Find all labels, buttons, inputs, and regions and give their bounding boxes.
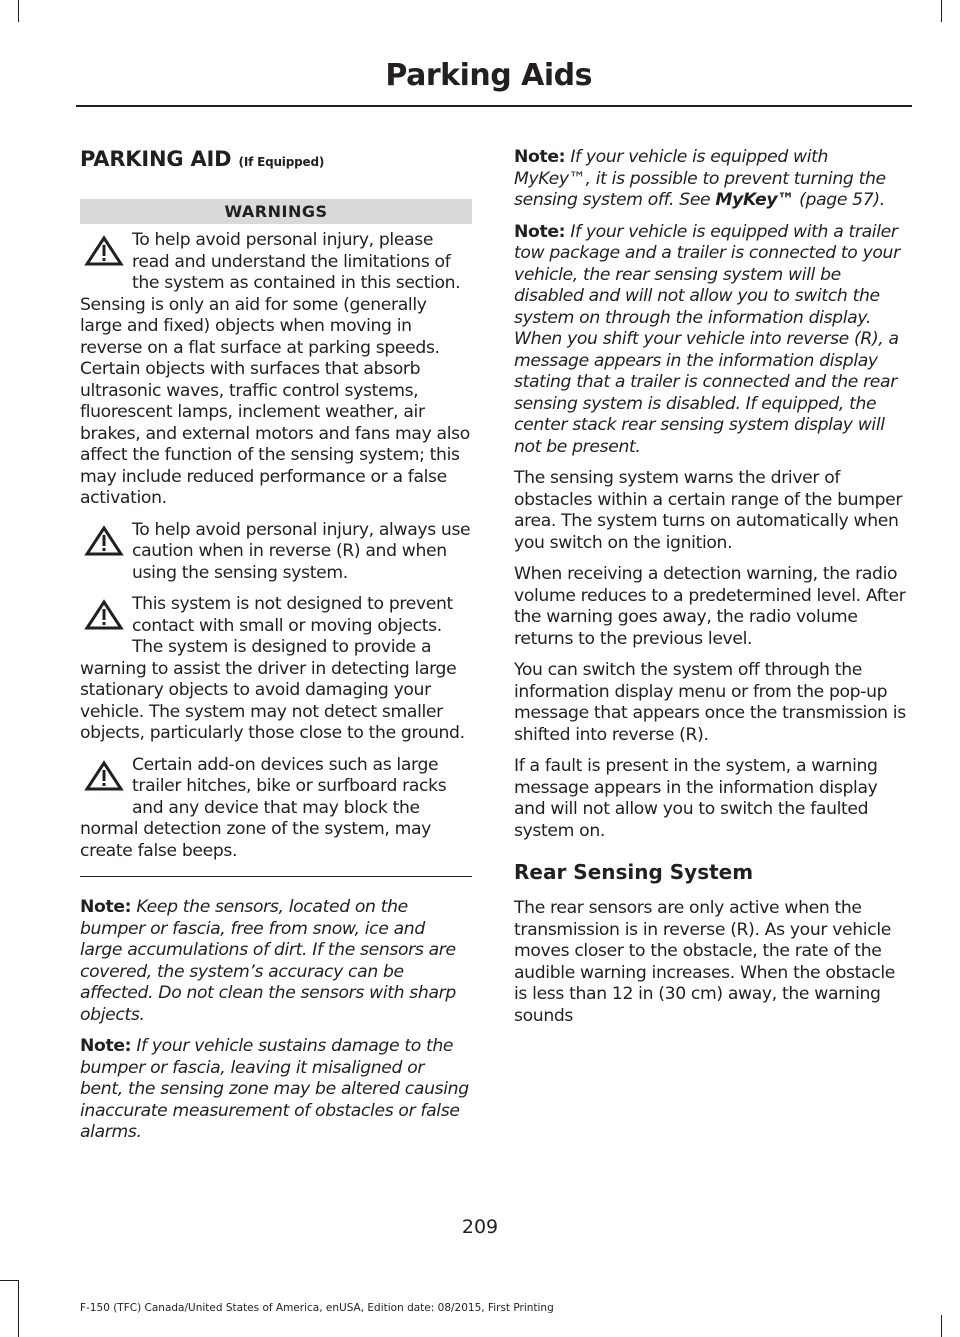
warnings-divider: [80, 876, 472, 877]
footer-edition-info: F-150 (TFC) Canada/United States of America, enUSA, Edition date: 08/2015, First Printing: [80, 1302, 554, 1314]
note-label: Note:: [514, 221, 566, 242]
header-rule: [76, 105, 912, 107]
crop-mark: [18, 0, 19, 22]
warning-text: To help avoid personal injury, please read and understand the limitations of the system as contained in this section. Sensing is only an aid for some (generally large and fixed) objects when moving in reverse on a flat surface at parking speeds. Certain objects with surfaces that absorb ultrasonic waves, traffic control systems, fluorescent lamps, inclement weather, air brakes, and external motors and fans may also affect the function of the sensing system; this may include reduced performance or a false activation.: [80, 230, 470, 508]
note-text: If your vehicle sustains damage to the bumper or fascia, leaving it misaligned or bent, the sensing zone may be altered causing inaccurate measurement of obstacles or false alarms.: [80, 1036, 469, 1142]
body-paragraph: You can switch the system off through the information display menu or from the pop-up message that appears once the transmission is shifted into reverse (R).: [514, 660, 906, 745]
note-paragraph: [514, 222, 906, 459]
warning-triangle-icon: [80, 594, 132, 654]
note-label: Note:: [514, 147, 566, 167]
warning-triangle-icon: [80, 230, 132, 290]
body-paragraph: When receiving a detection warning, the radio volume reduces to a predetermined level. After the warning goes away, the radio volume returns to the previous level.: [514, 564, 906, 649]
crop-mark: [0, 1280, 18, 1281]
crop-mark: [18, 1280, 19, 1337]
page-number: 209: [461, 1216, 499, 1238]
note-paragraph: [80, 1036, 472, 1144]
warning-item: [80, 755, 472, 863]
crop-mark: [941, 1315, 942, 1337]
warning-text: To help avoid personal injury, always use caution when in reverse (R) and when using the sensing system.: [132, 519, 471, 583]
note-text: If your vehicle is equipped with a trailer tow package and a trailer is connected to your vehicle, the rear sensing system will be disabled and will not allow you to switch the system on through the information display. When you shift your vehicle into reverse (R), a message appears in the information display stating that a trailer is connected and the rear sensing system is disabled. If equipped, the center stack rear sensing system display will not be present.: [514, 221, 900, 457]
section-title: [80, 147, 472, 171]
warning-item: [80, 594, 472, 745]
warning-triangle-icon: [80, 755, 132, 815]
note-paragraph: [514, 147, 906, 212]
cross-reference-link[interactable]: MyKey™: [715, 190, 795, 210]
crop-mark: [941, 0, 942, 22]
warning-item: [80, 520, 472, 585]
body-paragraph: If a fault is present in the system, a warning message appears in the information display and will not allow you to switch the faulted system on.: [514, 756, 878, 841]
left-column: [80, 147, 472, 1154]
body-paragraph: The rear sensors are only active when the transmission is in reverse (R). As your vehicle moves closer to the obstacle, the rate of the audible warning increases. When the obstacle is less than 12 in (30 cm) away, the warning sounds: [514, 898, 895, 1026]
section-title-text: PARKING AID: [80, 147, 232, 171]
page-header-title: Parking Aids: [385, 58, 592, 93]
warning-triangle-icon: [80, 520, 132, 580]
note-paragraph: [80, 897, 472, 1026]
warnings-heading: WARNINGS: [80, 199, 472, 224]
warning-item: [80, 230, 472, 510]
note-text: If your vehicle is equipped with MyKey™, it is possible to prevent turning the sensing system off. See: [514, 147, 886, 210]
subsection-title: Rear Sensing System: [514, 860, 754, 884]
page-reference: (page 57).: [799, 190, 885, 210]
body-paragraph: The sensing system warns the driver of obstacles within a certain range of the bumper area. The system turns on automatically when you switch on the ignition.: [514, 468, 903, 553]
right-column: [514, 147, 906, 1037]
warning-text: This system is not designed to prevent contact with small or moving objects. The system is designed to provide a warning to assist the driver in detecting large stationary objects to avoid damaging your vehicle. The system may not detect smaller objects, particularly those close to the ground.: [80, 594, 465, 743]
note-label: Note:: [80, 1036, 132, 1056]
note-label: Note:: [80, 897, 132, 917]
warning-text: Certain add-on devices such as large trailer hitches, bike or surfboard racks and any device that may block the normal detection zone of the system, may create false beeps.: [80, 754, 447, 861]
note-text: Keep the sensors, located on the bumper or fascia, free from snow, ice and large accumulations of dirt. If the sensors are covered, the system’s accuracy can be affected. Do not clean the sensors with sharp objects.: [80, 897, 456, 1025]
section-qualifier: (If Equipped): [238, 155, 325, 169]
